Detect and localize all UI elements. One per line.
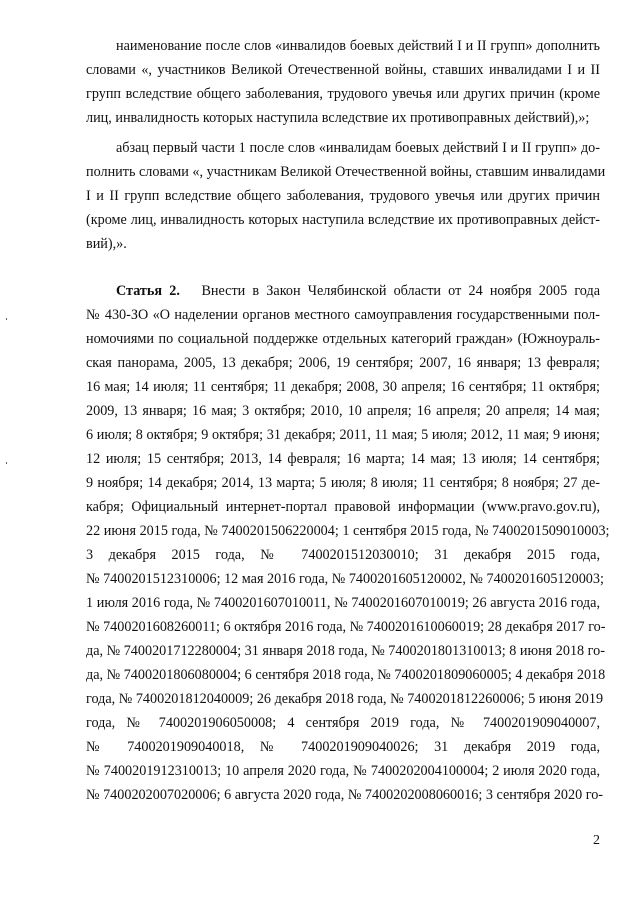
article-first-line-text: Внести в Закон Челябинской области от 24 ноября 2005 года <box>201 283 601 299</box>
text-line: года, № 7400201812040009; 26 декабря 2018 года, № 7400201812260006; 5 июня 2019 <box>86 691 604 707</box>
text-line: да, № 7400201806080004; 6 сентября 2018 года, № 7400201809060005; 4 декабря 2018 <box>86 667 606 683</box>
scan-mark <box>6 462 7 464</box>
text-line: ская панорама, 2005, 13 декабря; 2006, 19 сентября; 2007, 16 января; 13 февраля; <box>86 355 600 371</box>
text-line: 22 июня 2015 года, № 7400201506220004; 1 сентября 2015 года, № 7400201509010003; <box>86 523 610 539</box>
text-line: кабря; Официальный интернет-портал правовой информации (www.pravo.gov.ru), <box>86 499 600 515</box>
text-line: групп вследствие общего заболевания, трудового увечья или других причин (кроме <box>86 86 600 102</box>
text-line: 2009, 13 января; 16 мая; 3 октября; 2010, 10 апреля; 16 апреля; 20 апреля; 14 мая; <box>86 403 600 419</box>
text-line: № 430-ЗО «О наделении органов местного самоуправления государственными пол- <box>86 307 600 323</box>
text-line: 16 мая; 14 июля; 11 сентября; 11 декабря; 2008, 30 апреля; 16 сентября; 11 октября; <box>86 379 600 395</box>
text-line: да, № 7400201712280004; 31 января 2018 года, № 7400201801310013; 8 июня 2018 го- <box>86 643 605 659</box>
text-line: 1 июля 2016 года, № 7400201607010011, № 7400201607010019; 26 августа 2016 года, <box>86 595 600 611</box>
text-line: полнить словами «, участникам Великой Отечественной войны, ставшим инвалидами <box>86 164 606 180</box>
text-line: 6 июля; 8 октября; 9 октября; 31 декабря; 2011, 11 мая; 5 июля; 2012, 11 мая; 9 июня; <box>86 427 600 443</box>
text-line: 12 июля; 15 сентября; 2013, 14 февраля; 16 марта; 14 мая; 13 июля; 14 сентября; <box>86 451 600 467</box>
article-heading: Статья 2. <box>116 283 180 299</box>
text-line: № 7400202007020006; 6 августа 2020 года, № 7400202008060016; 3 сентября 2020 го- <box>86 787 604 803</box>
text-line: I и II групп вследствие общего заболевания, трудового увечья или других причин <box>86 188 600 204</box>
text-line: номочиями по социальной поддержке отдельных категорий граждан» (Южноураль- <box>86 331 600 347</box>
text-line: лиц, инвалидность которых наступила вследствие их противоправных действий),»; <box>86 110 590 126</box>
text-line: словами «, участников Великой Отечественной войны, ставших инвалидами I и II <box>86 62 600 78</box>
text-line: № 7400201912310013; 10 апреля 2020 года, № 7400202004100004; 2 июля 2020 года, <box>86 763 600 779</box>
text-line: 9 ноября; 14 декабря; 2014, 13 марта; 5 июля; 8 июля; 11 сентября; 8 ноября; 27 де- <box>86 475 600 491</box>
text-line: года, № 7400201906050008; 4 сентября 2019 года, № 7400201909040007, <box>86 715 600 731</box>
text-line: № 7400201512310006; 12 мая 2016 года, № 7400201605120002, № 7400201605120003; <box>86 571 604 587</box>
text-line: № 7400201909040018, № 7400201909040026; 31 декабря 2019 года, <box>86 739 600 755</box>
text-line: абзац первый части 1 после слов «инвалидам боевых действий I и II групп» до- <box>116 140 600 156</box>
text-line: 3 декабря 2015 года, № 7400201512030010; 31 декабря 2015 года, <box>86 547 600 563</box>
page-number: 2 <box>593 833 600 848</box>
text-line: вий),». <box>86 236 127 252</box>
text-line: (кроме лиц, инвалидность которых наступила вследствие их противоправных дейст- <box>86 212 600 228</box>
article-first-line <box>116 282 600 300</box>
text-line: наименование после слов «инвалидов боевых действий I и II групп» дополнить <box>116 38 600 54</box>
text-line: № 7400201608260011; 6 октября 2016 года, № 7400201610060019; 28 декабря 2017 го- <box>86 619 606 635</box>
scan-mark <box>6 318 7 320</box>
